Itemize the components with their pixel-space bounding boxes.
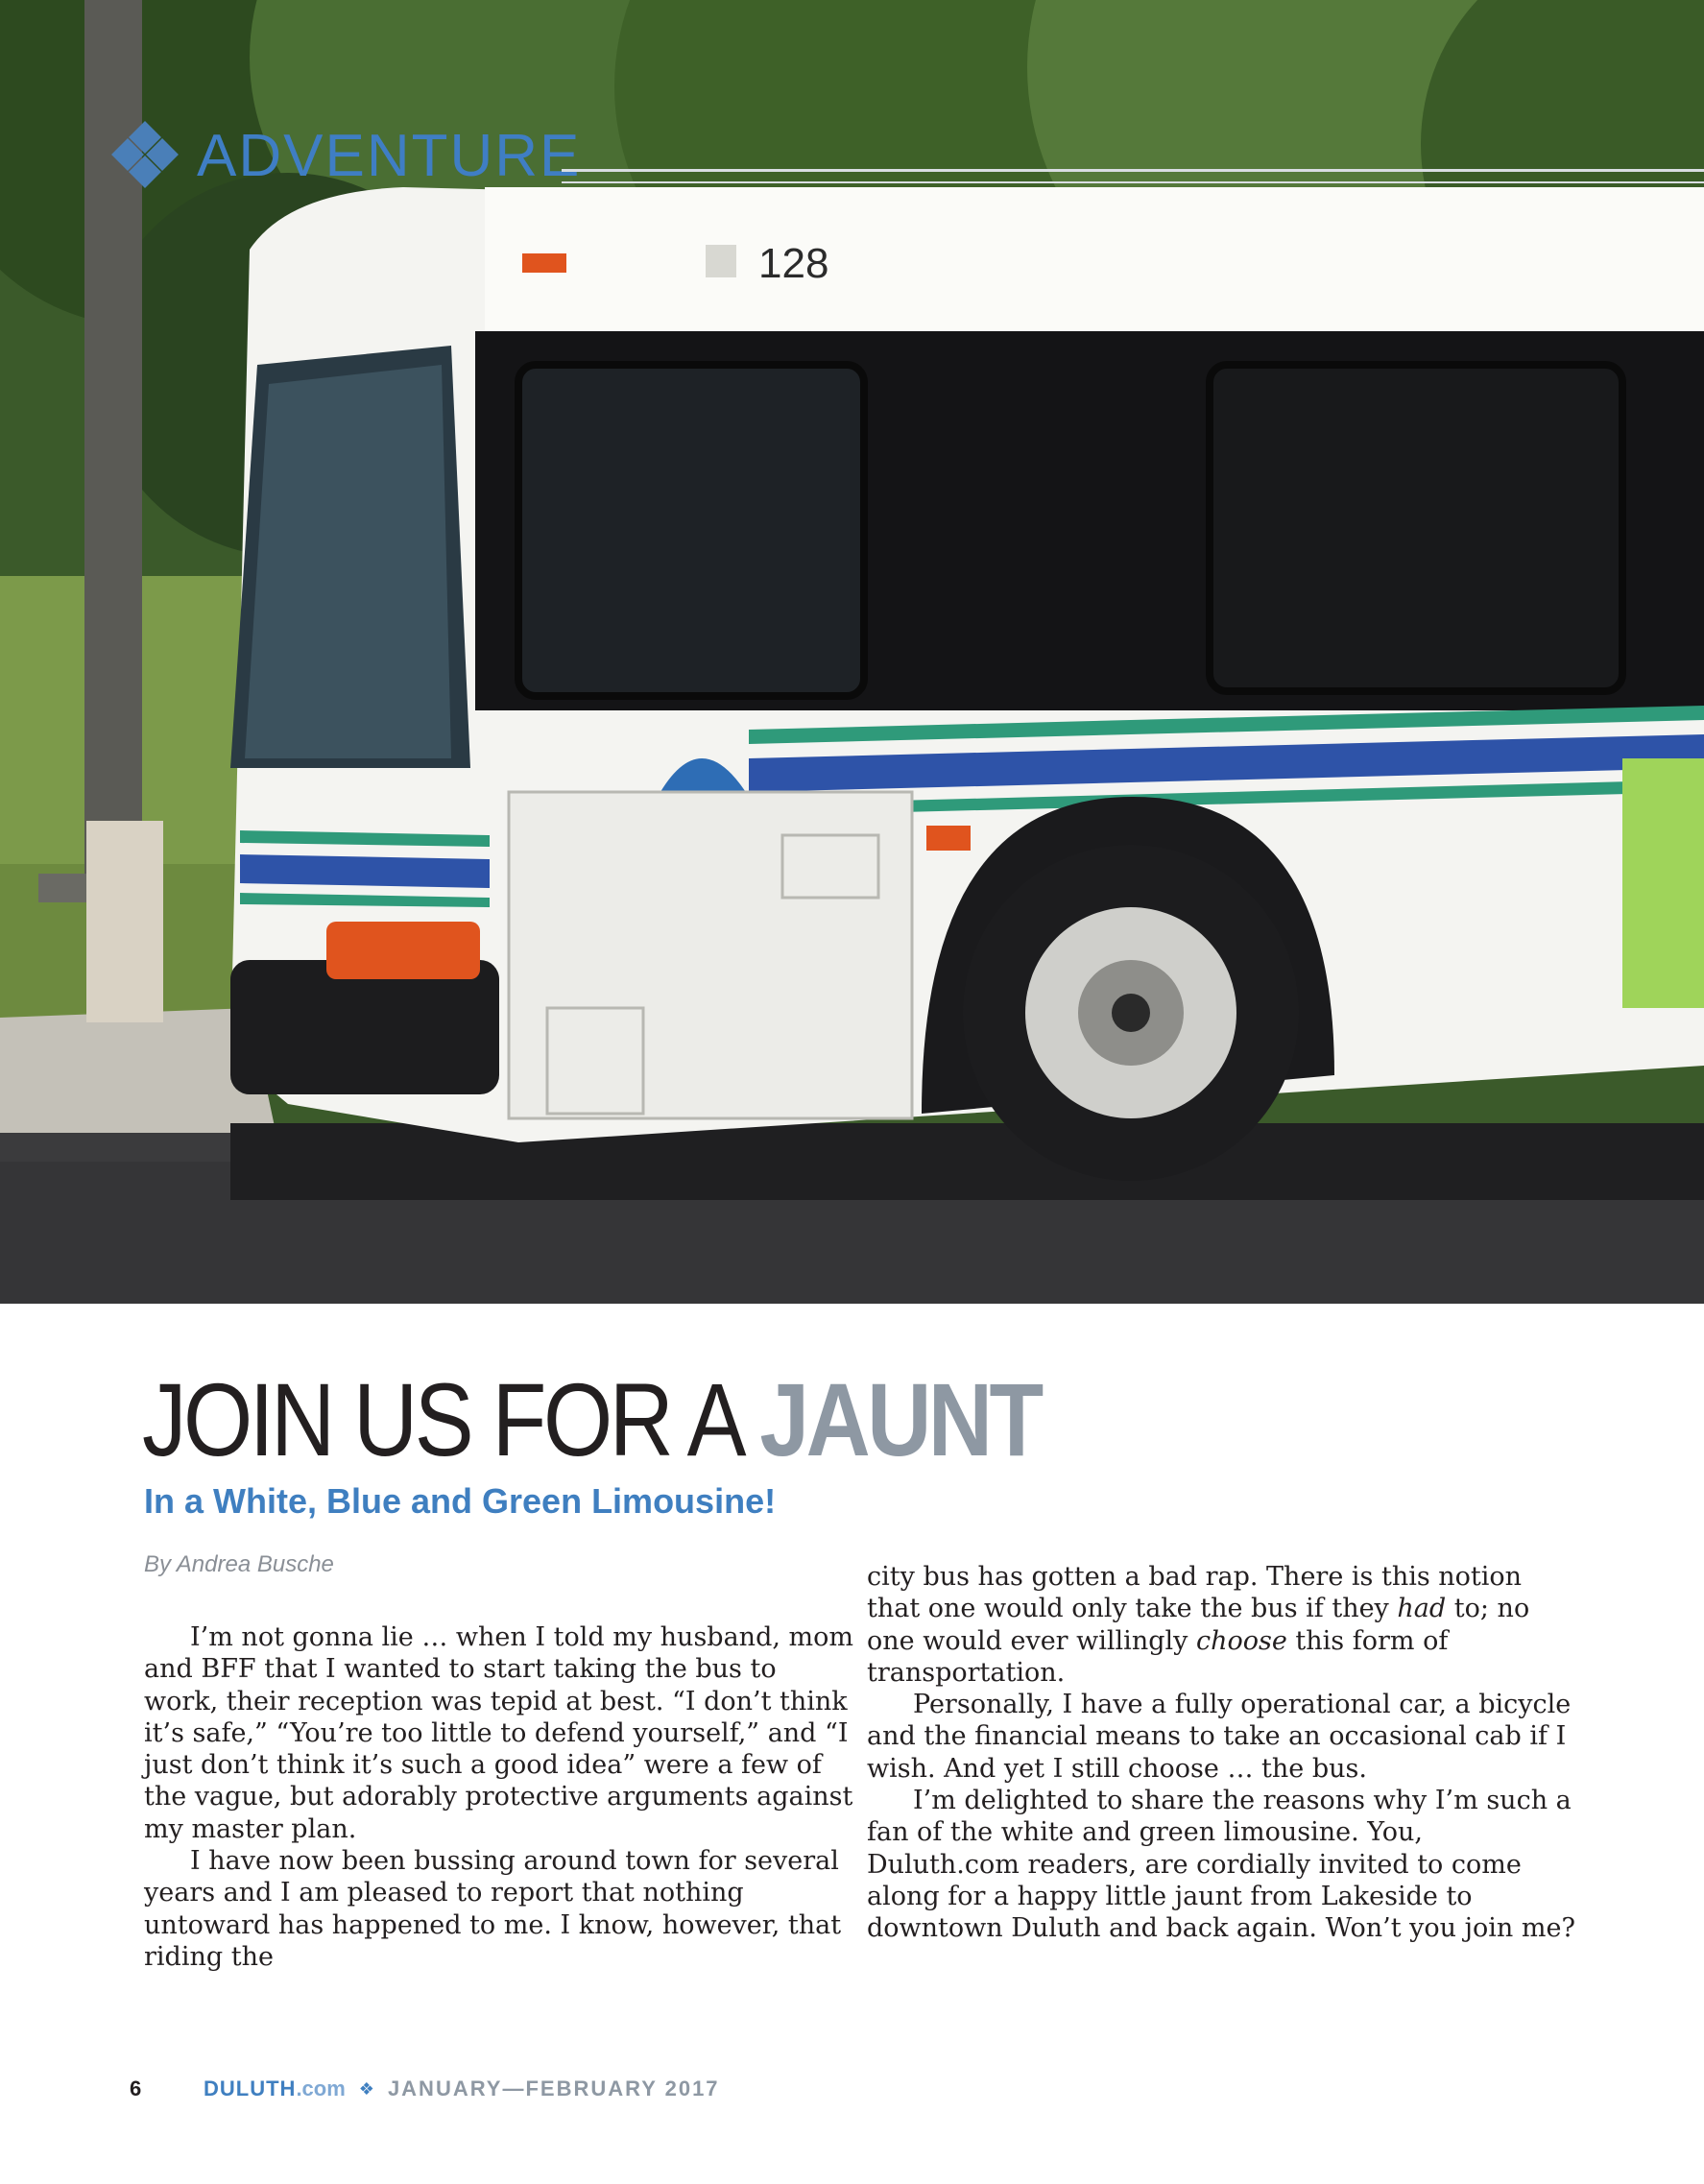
- article-subtitle: In a White, Blue and Green Limousine!: [144, 1481, 777, 1521]
- body-column-right: [867, 1561, 1577, 1945]
- paragraph: I’m not gonna lie … when I told my husband, mom and BFF that I wanted to start taking the bus to work, their reception was tepid at best. “I don’t think it’s safe,” “You’re too little to defend yourself,” and “I just don’t think it’s such a good idea” were a few of the vague, but adorably protective arguments against my master plan.: [144, 1622, 853, 1844]
- paragraph: city bus has gotten a bad rap. There is this notion that one would only take the bus if they had to; no one would ever willingly choose this form of transportation.: [867, 1562, 1530, 1688]
- header-rule: [562, 169, 1704, 183]
- page-number: 6: [130, 2076, 142, 2100]
- title-bold: JAUNT: [759, 1361, 1041, 1477]
- body-column-left: [144, 1621, 854, 1973]
- bus-number: 128: [758, 240, 829, 287]
- title-light: JOIN US FOR A: [142, 1361, 760, 1477]
- section-label: ADVENTURE: [197, 123, 582, 189]
- footer-brand: DULUTH: [204, 2076, 297, 2100]
- diamond-cluster-icon: [110, 122, 180, 191]
- section-header: [110, 123, 581, 190]
- paragraph: I’m delighted to share the reasons why I’m such a fan of the white and green limousine. You, Duluth.com readers, are cordially invited to come along for a happy little jaunt from Lakeside to downtown Duluth and back again. Won’t you join me?: [867, 1786, 1575, 1944]
- issue-date: JANUARY—FEBRUARY 2017: [387, 2076, 720, 2100]
- page-footer: [130, 2076, 720, 2101]
- diamond-icon: ❖: [358, 2078, 374, 2099]
- footer-brand-suffix: .com: [296, 2076, 346, 2100]
- paragraph: Personally, I have a fully operational car, a bicycle and the financial means to take an occasional cab if I wish. And yet I still choose … the bus.: [867, 1690, 1572, 1784]
- article-title: [142, 1361, 1041, 1477]
- byline: By Andrea Busche: [144, 1551, 334, 1577]
- paragraph: I have now been bussing around town for several years and I am pleased to report that nothing untoward has happened to me. I know, however, that riding the: [144, 1846, 842, 1972]
